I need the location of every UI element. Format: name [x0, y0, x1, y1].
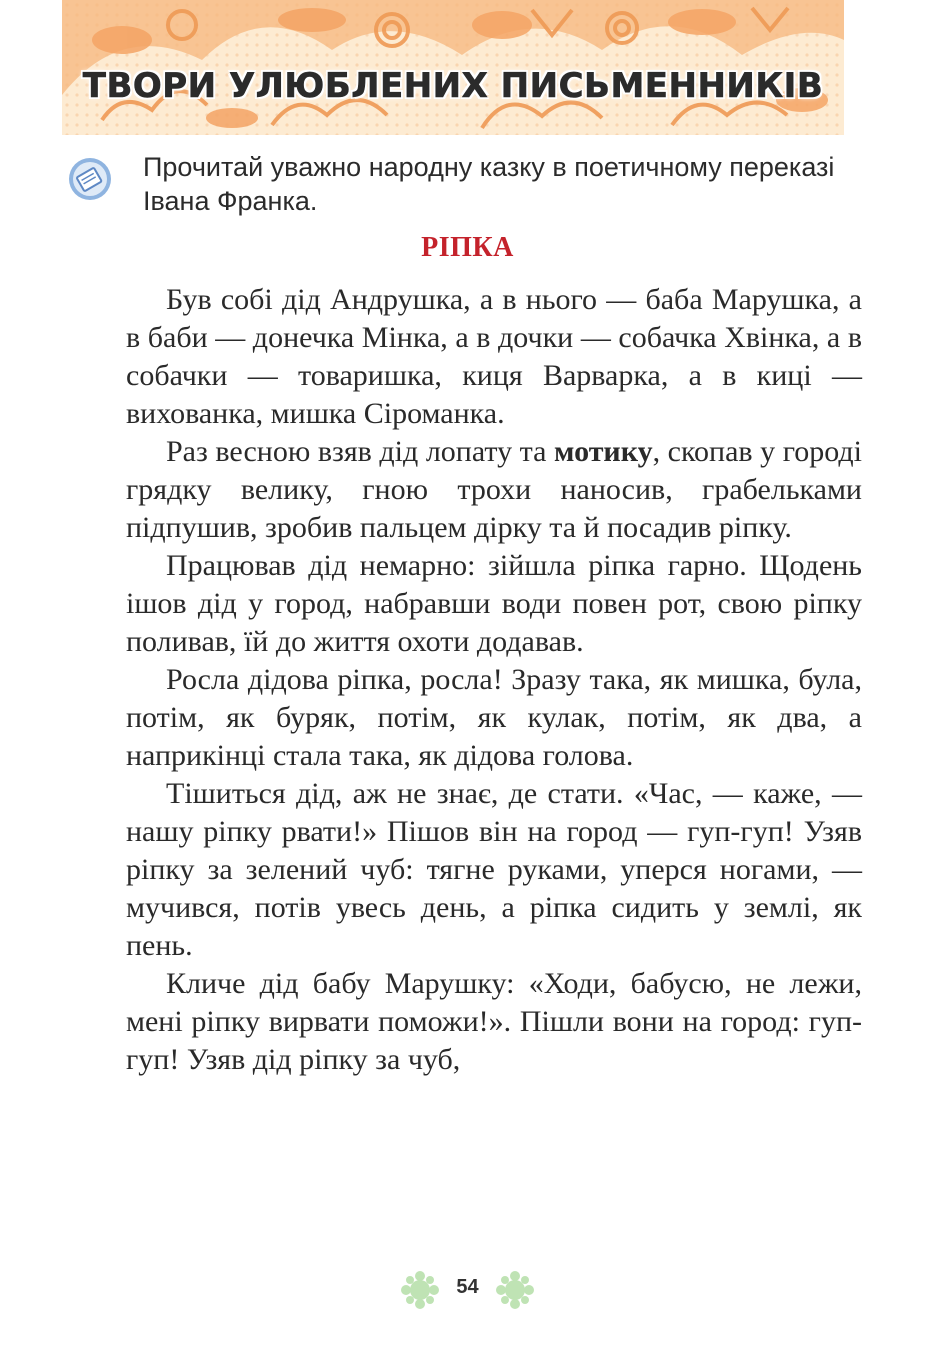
- story-body: [126, 281, 862, 1079]
- book-icon: [68, 157, 112, 201]
- story-paragraph: Тішиться дід, аж не знає, де стати. «Час, — каже, — нашу ріпку рвати!» Пішов він на город — гуп-гуп! Узяв ріпку за зелений чуб: тягне руками, уперся ногами, — мучився, потів увесь день, а ріпка сидить у землі, як пень.: [126, 777, 862, 962]
- story-paragraph: Був собі дід Андрушка, а в нього — баба Марушка, а в баби — донечка Мінка, а в дочки — собачка Хвінка, а в собачки — товаришка, киця Варварка, а в киці — вихованка, мишка Сіроманка.: [126, 283, 862, 430]
- story-title: РІПКА: [421, 232, 514, 263]
- story-paragraph: [126, 433, 862, 547]
- story-paragraph: Росла дідова ріпка, росла! Зразу така, як мишка, була, потім, як буряк, потім, як кулак, потім, як два, а наприкінці стала така, як дідова голова.: [126, 663, 862, 772]
- story-paragraph: Кличе дід бабу Марушку: «Ходи, бабусю, не лежи, мені ріпку вирвати поможи!». Пішли вони на город: гуп-гуп! Узяв дід ріпку за чуб,: [126, 967, 862, 1076]
- bold-term: мотику: [554, 435, 653, 468]
- task-instruction: Прочитай уважно народну казку в поетичному переказі Івана Франка.: [143, 152, 835, 216]
- paragraph-text: , скопав у городі грядку велику, гною трохи наносив, грабельками підпушив, зробив пальцем дірку та й посадив ріпку.: [126, 435, 862, 544]
- page-number: 54: [456, 1276, 479, 1298]
- paragraph-text: Раз весною взяв дід лопату та: [166, 435, 555, 468]
- header-banner: [62, 0, 844, 135]
- page-title: ТВОРИ УЛЮБЛЕНИХ ПИСЬМЕННИКІВ: [82, 66, 824, 106]
- story-paragraph: Працював дід немарно: зійшла ріпка гарно. Щодень ішов дід у город, набравши води повен рот, свою ріпку поливав, їй до життя охоти додавав.: [126, 549, 862, 658]
- leaf-ornament-icon: [495, 1270, 535, 1310]
